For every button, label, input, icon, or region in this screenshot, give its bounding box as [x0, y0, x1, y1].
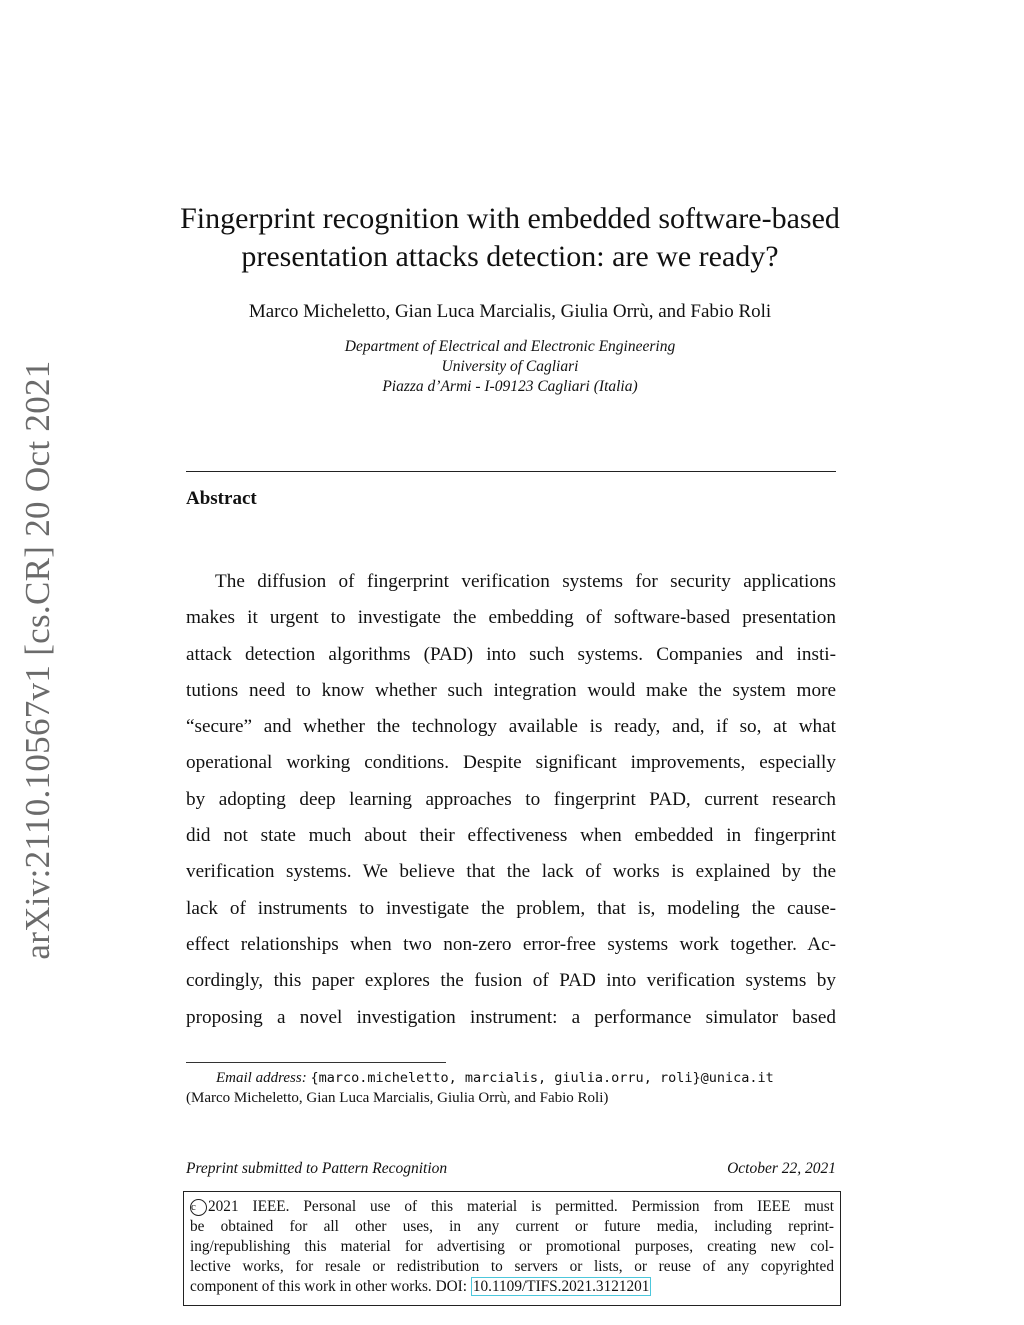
copyright-line: 2021 IEEE. Personal use of this material is permitted. Permission from IEEE must	[208, 1198, 834, 1215]
arxiv-sidebar	[8, 350, 68, 970]
abstract-line: proposing a novel investigation instrument: a performance simulator based	[186, 1006, 836, 1028]
copyright-line: ing/republishing this material for advertising or promotional purposes, creating new col-	[190, 1238, 834, 1255]
copyright-line: lective works, for resale or redistribution to servers or lists, or reuse of any copyrighted	[190, 1258, 834, 1275]
affiliation-line: University of Cagliari	[441, 358, 579, 375]
abstract-line: by adopting deep learning approaches to fingerprint PAD, current research	[186, 788, 836, 810]
title-line: Fingerprint recognition with embedded software-based	[180, 202, 840, 235]
abstract-top-rule	[186, 471, 836, 472]
abstract-line: effect relationships when two non-zero error-free systems work together. Ac-	[186, 933, 836, 955]
preprint-date: October 22, 2021	[727, 1160, 836, 1177]
abstract-line: cordingly, this paper explores the fusion of PAD into verification systems by	[186, 970, 836, 992]
copyright-line: component of this work in other works. DOI:	[190, 1278, 471, 1295]
email-label: Email address:	[216, 1070, 307, 1086]
abstract-body	[186, 564, 836, 1036]
footnote-rule	[186, 1062, 446, 1063]
affiliation	[150, 337, 870, 397]
affiliation-line: Department of Electrical and Electronic Engineering	[344, 338, 676, 355]
affiliation-line: Piazza d’Armi - I-09123 Cagliari (Italia)	[382, 378, 638, 395]
abstract-line: tutions need to know whether such integration would make the system more	[186, 679, 836, 701]
title-line: presentation attacks detection: are we ready?	[241, 240, 779, 273]
copyright-line: be obtained for all other uses, in any current or future media, including reprint-	[190, 1218, 834, 1235]
email-addresses[interactable]: {marco.micheletto, marcialis, giulia.orru, roli}@unica.it	[310, 1070, 774, 1086]
arxiv-identifier: arXiv:2110.10567v1 [cs.CR] 20 Oct 2021	[18, 360, 57, 960]
abstract-line: verification systems. We believe that the lack of works is explained by the	[186, 861, 836, 883]
abstract-heading: Abstract	[186, 488, 257, 509]
abstract-line: operational working conditions. Despite significant improvements, especially	[186, 752, 836, 774]
email-names: (Marco Micheletto, Gian Luca Marcialis, Giulia Orrù, and Fabio Roli)	[186, 1090, 609, 1106]
author-list: Marco Micheletto, Gian Luca Marcialis, Giulia Orrù, and Fabio Roli	[248, 301, 772, 322]
copyright-icon: c	[190, 1199, 207, 1216]
preprint-venue: Preprint submitted to Pattern Recognition	[186, 1160, 448, 1177]
abstract-line: did not state much about their effectiveness when embedded in fingerprint	[186, 825, 836, 847]
copyright-notice	[183, 1191, 841, 1306]
doi-link[interactable]: 10.1109/TIFS.2021.3121201	[472, 1278, 650, 1295]
abstract-line: The diffusion of fingerprint verification systems for security applications	[215, 571, 836, 592]
email-footnote	[186, 1068, 846, 1108]
abstract-line: attack detection algorithms (PAD) into such systems. Companies and insti-	[186, 643, 836, 665]
abstract-line: “secure” and whether the technology available is ready, and, if so, at what	[186, 716, 836, 738]
paper-title	[150, 200, 870, 276]
preprint-line	[186, 1160, 836, 1178]
abstract-line: lack of instruments to investigate the problem, that is, modeling the cause-	[186, 897, 836, 919]
abstract-line: makes it urgent to investigate the embedding of software-based presentation	[186, 607, 836, 629]
